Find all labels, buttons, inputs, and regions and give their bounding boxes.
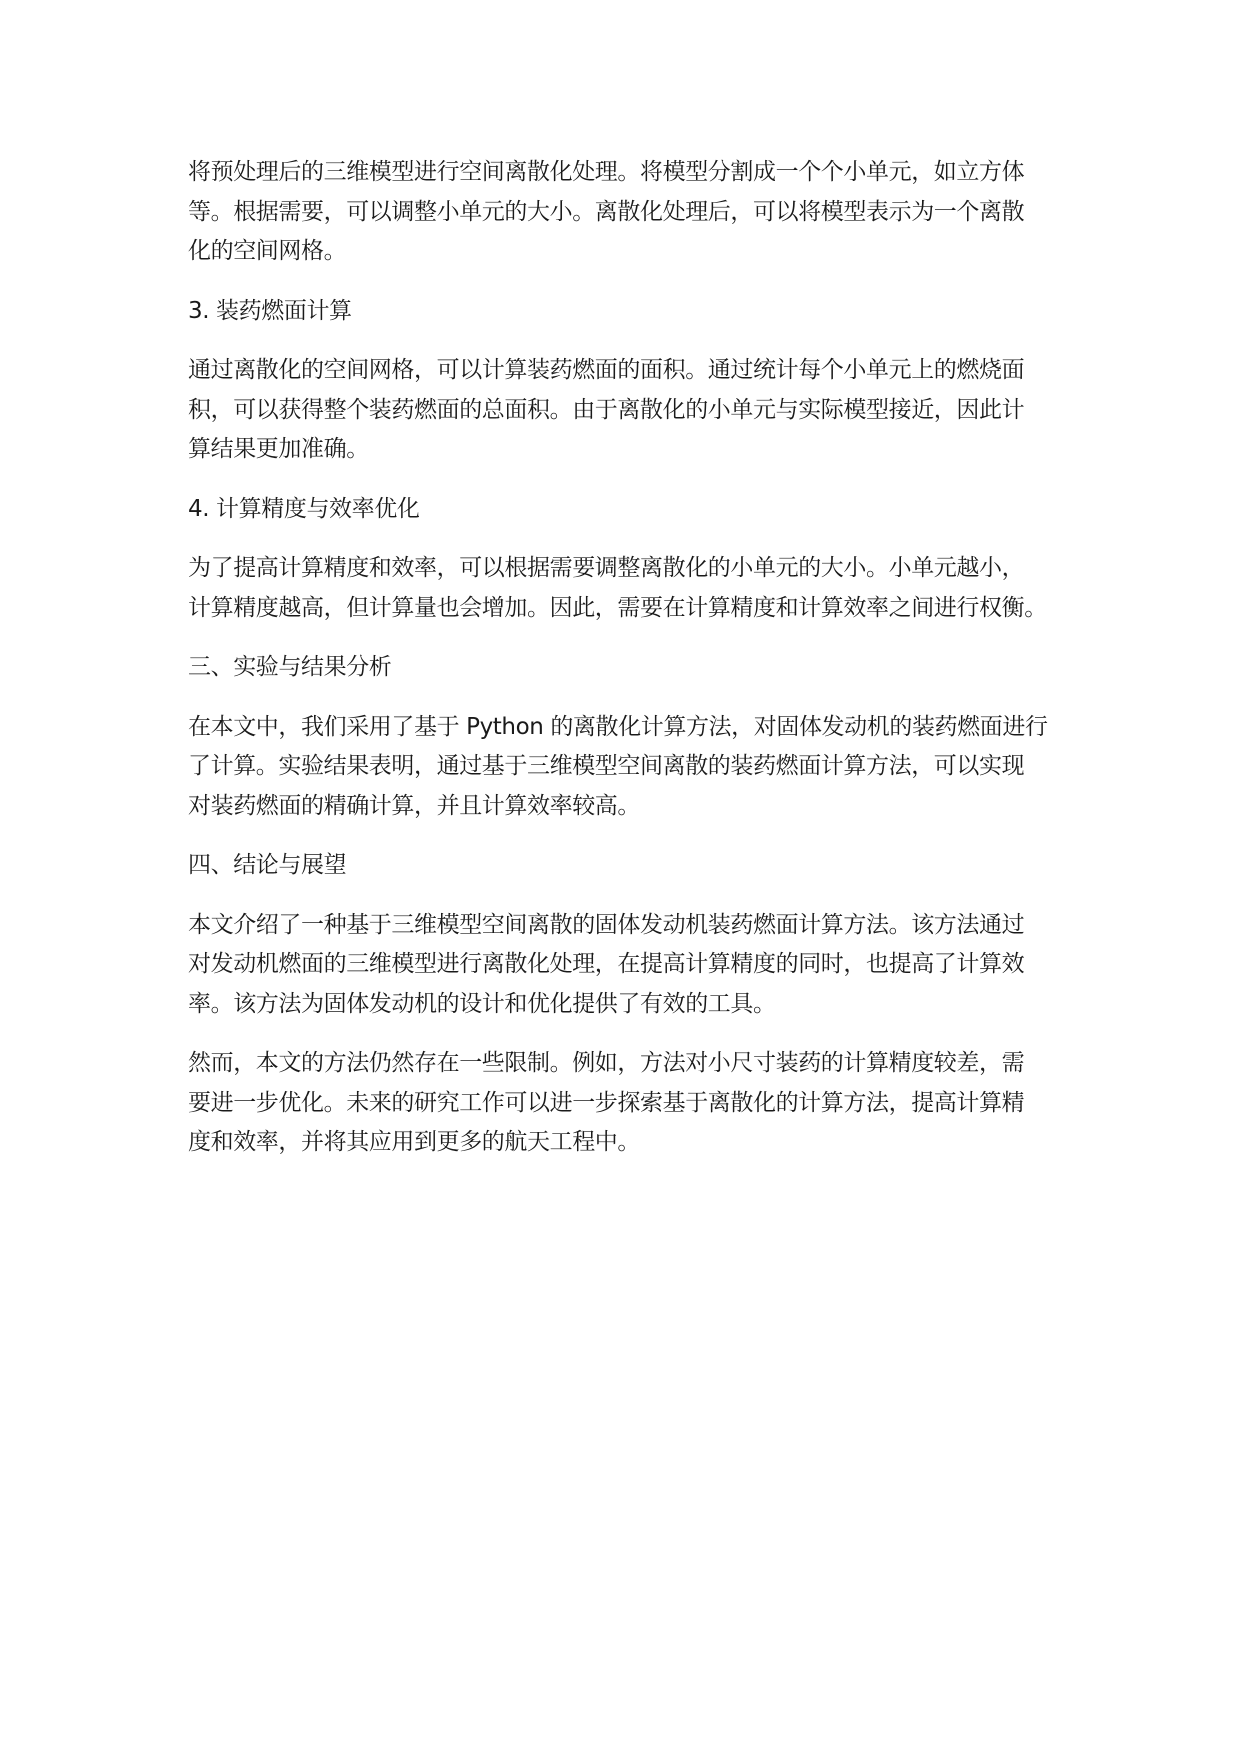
text-line: 要进一步优化。未来的研究工作可以进一步探索基于离散化的计算方法，提高计算精 xyxy=(188,1089,1025,1116)
text-line: 率。该方法为固体发动机的设计和优化提供了有效的工具。 xyxy=(188,990,776,1017)
section-heading: 四、结论与展望 xyxy=(188,852,347,878)
text-line: 化的空间网格。 xyxy=(188,238,347,264)
text-line: 积，可以获得整个装药燃面的总面积。由于离散化的小单元与实际模型接近，因此计 xyxy=(188,396,1025,423)
section-heading: 三、实验与结果分析 xyxy=(188,654,392,680)
document-body xyxy=(188,153,1068,1163)
text-line: 对装药燃面的精确计算，并且计算效率较高。 xyxy=(188,792,641,819)
text-line: 在本文中，我们采用了基于 Python 的离散化计算方法，对固体发动机的装药燃面进行 xyxy=(188,713,1048,740)
text-line: 等。根据需要，可以调整小单元的大小。离散化处理后，可以将模型表示为一个离散 xyxy=(188,198,1025,225)
section-heading: 3. 装药燃面计算 xyxy=(188,297,352,324)
paragraph-limitations xyxy=(188,1044,1068,1163)
text-line: 为了提高计算精度和效率，可以根据需要调整离散化的小单元的大小。小单元越小， xyxy=(188,555,1025,581)
paragraph-precision xyxy=(188,549,1068,628)
paragraph-conclusion xyxy=(188,906,1068,1025)
text-line: 计算精度越高，但计算量也会增加。因此，需要在计算精度和计算效率之间进行权衡。 xyxy=(188,594,1047,621)
text-line: 了计算。实验结果表明，通过基于三维模型空间离散的装药燃面计算方法，可以实现 xyxy=(188,753,1025,779)
section-heading: 4. 计算精度与效率优化 xyxy=(188,495,420,522)
text-line: 算结果更加准确。 xyxy=(188,436,369,462)
text-line: 通过离散化的空间网格，可以计算装药燃面的面积。通过统计每个小单元上的燃烧面 xyxy=(188,357,1025,383)
paragraph-discretization xyxy=(188,153,1068,272)
paragraph-burning-surface xyxy=(188,351,1068,470)
text-line: 度和效率，并将其应用到更多的航天工程中。 xyxy=(188,1129,641,1155)
paragraph-experiment xyxy=(188,708,1068,827)
text-line: 将预处理后的三维模型进行空间离散化处理。将模型分割成一个个小单元，如立方体 xyxy=(188,159,1025,185)
text-line: 然而，本文的方法仍然存在一些限制。例如，方法对小尺寸装药的计算精度较差，需 xyxy=(188,1050,1025,1076)
text-line: 对发动机燃面的三维模型进行离散化处理，在提高计算精度的同时，也提高了计算效 xyxy=(188,951,1025,977)
text-line: 本文介绍了一种基于三维模型空间离散的固体发动机装药燃面计算方法。该方法通过 xyxy=(188,911,1025,938)
